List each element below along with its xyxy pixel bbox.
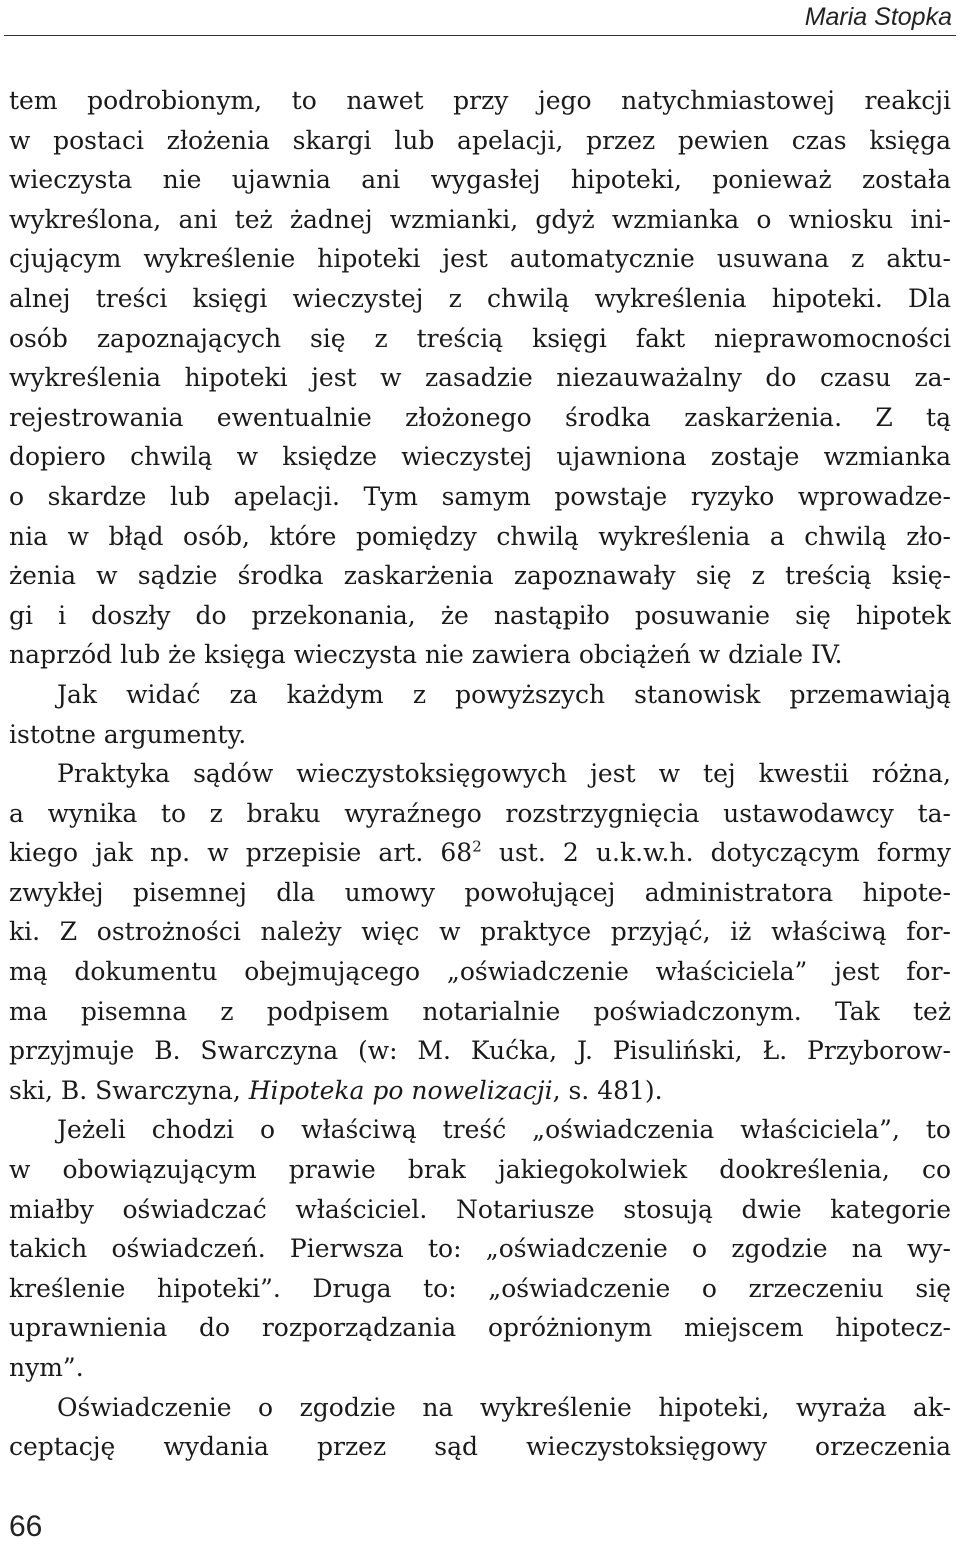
text-line-with-italic-title [9, 1071, 951, 1111]
text-line: ki. Z ostrożności należy więc w praktyce przyjąć, iż właściwą for- [9, 917, 951, 947]
text-line: takich oświadczeń. Pierwsza to: „oświadczenie o zgodzie na wy- [9, 1234, 951, 1264]
text-line: dopiero chwilą w księdze wieczystej ujawniona zostaje wzmianka [9, 442, 951, 472]
text-fragment: ust. 2 u.k.w.h. dotyczącym formy [481, 838, 951, 868]
text-line: tem podrobionym, to nawet przy jego natychmiastowej reakcji [9, 86, 951, 115]
text-line: w postaci złożenia skargi lub apelacji, przez pewien czas księga [9, 125, 951, 155]
text-line: wieczysta nie ujawnia ani wygasłej hipoteki, ponieważ została [9, 165, 951, 195]
text-line: wykreślona, ani też żadnej wzmianki, gdyż wzmianka o wniosku ini- [9, 204, 951, 234]
page-body [9, 81, 951, 1467]
paragraph-2 [9, 675, 951, 754]
text-line: Jeżeli chodzi o właściwą treść „oświadczenia właściciela”, to [57, 1115, 951, 1145]
header-rule [4, 35, 956, 36]
text-line: alnej treści księgi wieczystej z chwilą wykreślenia hipoteki. Dla [9, 283, 951, 313]
text-line: przyjmuje B. Swarczyna (w: M. Kućka, J. Pisuliński, Ł. Przyborow- [9, 1036, 951, 1066]
text-line: o skardze lub apelacji. Tym samym powstaje ryzyko wprowadze- [9, 481, 951, 511]
text-line: uprawnienia do rozporządzania opróżnionym miejscem hipotecz- [9, 1313, 951, 1343]
paragraph-4 [9, 1110, 951, 1387]
text-line: nia w błąd osób, które pomiędzy chwilą wykreślenia a chwilą zło- [9, 521, 951, 551]
text-line: żenia w sądzie środka zaskarżenia zapoznawały się z treścią księ- [9, 561, 951, 591]
text-line: a wynika to z braku wyraźnego rozstrzygnięcia ustawodawcy ta- [9, 798, 951, 828]
text-line: wykreślenia hipoteki jest w zasadzie niezauważalny do czasu za- [9, 363, 951, 393]
text-fragment: , s. 481). [552, 1075, 663, 1105]
text-fragment: kiego jak np. w przepisie art. 68 [9, 838, 473, 868]
text-line: osób zapoznających się z treścią księgi fakt nieprawomocności [9, 323, 951, 353]
text-line: gi i doszły do przekonania, że nastąpiło posuwanie się hipotek [9, 600, 951, 630]
text-line: Jak widać za każdym z powyższych stanowisk przemawiają [57, 679, 951, 709]
text-line: ceptację wydania przez sąd wieczystoksięgowy orzeczenia [9, 1432, 951, 1462]
text-line: Praktyka sądów wieczystoksięgowych jest w tej kwestii różna, [57, 759, 951, 789]
text-line: mą dokumentu obejmującego „oświadczenie właściciela” jest for- [9, 957, 951, 987]
paragraph-3 [9, 754, 951, 1110]
text-line: cjującym wykreślenie hipoteki jest automatycznie usuwana z aktu- [9, 244, 951, 274]
superscript-2: 2 [472, 837, 482, 856]
text-line-with-superscript [9, 833, 951, 873]
running-head-author: Maria Stopka [804, 3, 952, 31]
text-line: Oświadczenie o zgodzie na wykreślenie hipoteki, wyraża ak- [57, 1392, 951, 1422]
text-line: ma pisemna z podpisem notarialnie poświadczonym. Tak też [9, 996, 951, 1026]
paragraph-1 [9, 81, 951, 675]
text-line: w obowiązującym prawie brak jakiegokolwiek dookreślenia, co [9, 1155, 951, 1185]
text-line: nym”. [9, 1353, 84, 1382]
text-line: zwykłej pisemnej dla umowy powołującej administratora hipote- [9, 877, 951, 907]
text-line: rejestrowania ewentualnie złożonego środka zaskarżenia. Z tą [9, 402, 951, 432]
book-title: Hipoteka po nowelizacji [248, 1075, 553, 1105]
text-fragment: ski, B. Swarczyna, [9, 1075, 249, 1105]
text-line: naprzód lub że księga wieczysta nie zawiera obciążeń w dziale IV. [9, 640, 843, 670]
page-number: 66 [9, 1510, 43, 1543]
text-line: miałby oświadczać właściciel. Notariusze stosują dwie kategorie [9, 1194, 951, 1224]
text-line: kreślenie hipoteki”. Druga to: „oświadczenie o zrzeczeniu się [9, 1273, 951, 1303]
text-line: istotne argumenty. [9, 719, 247, 749]
paragraph-5 [9, 1388, 951, 1467]
